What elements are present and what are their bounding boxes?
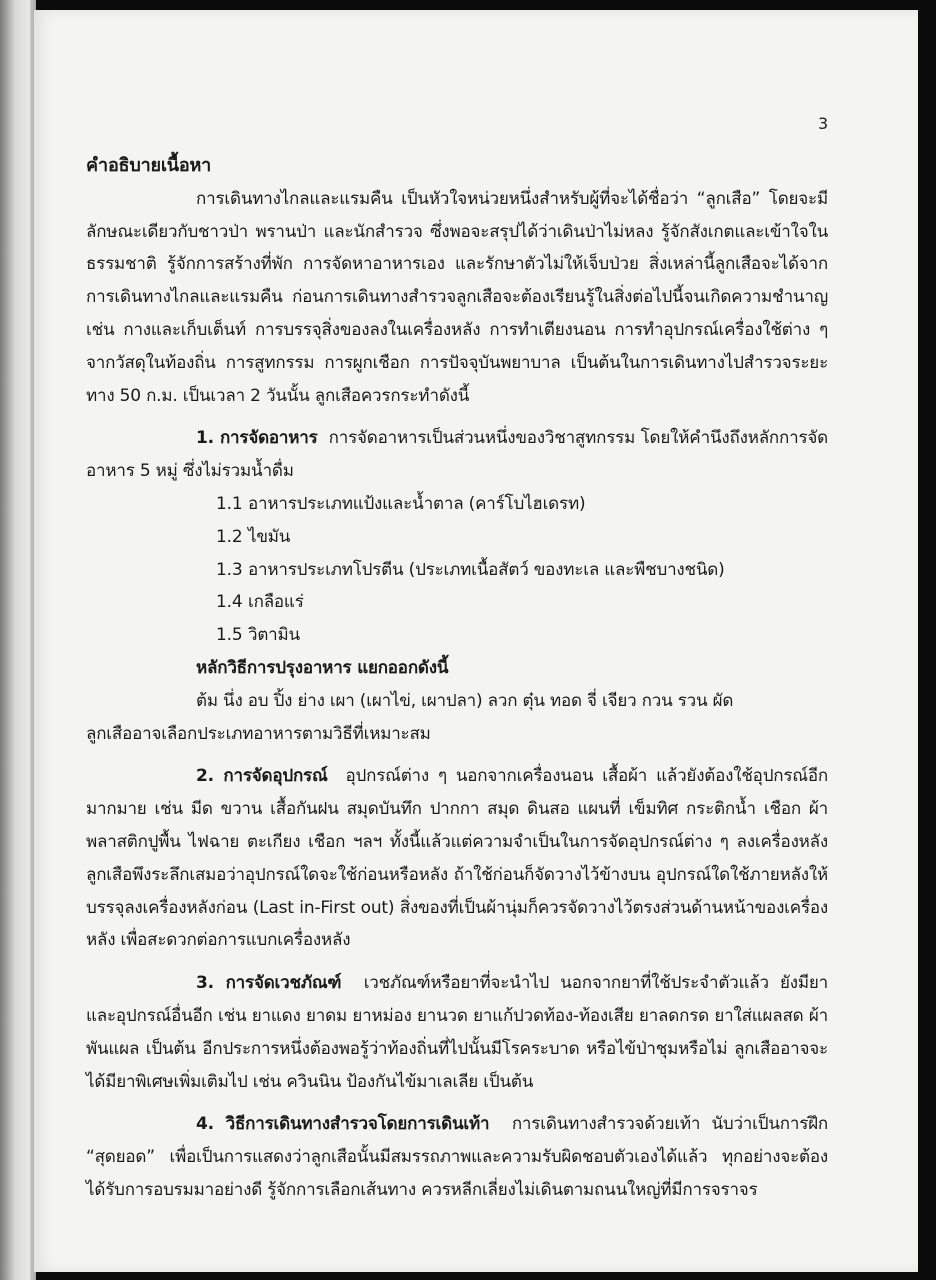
list-item [86, 586, 828, 619]
list-item-text: เกลือแร่ [248, 592, 304, 613]
section-1-title: 1. การจัดอาหาร [196, 428, 318, 449]
section-4-title: 4. วิธีการเดินทางสำรวจโดยการเดินเท้า [196, 1114, 490, 1135]
list-item [86, 488, 828, 521]
page-number: 3 [818, 114, 829, 133]
list-item [86, 521, 828, 554]
intro-paragraph: การเดินทางไกลและแรมคืน เป็นหัวใจหน่วยหนึ่งสำหรับผู้ที่จะได้ชื่อว่า “ลูกเสือ” โดยจะมีลักษณะเดียวกับชาวป่า พรานป่า และนักสำรวจ ซึ่งพอจะสรุปได้ว่าเดินป่าไม่หลง รู้จักสังเกตและเข้าใจในธรรมชาติ รู้จักการสร้างที่พัก การจัดหาอาหารเอง และรักษาตัวไม่ให้เจ็บป่วย สิ่งเหล่านี้ลูกเสือจะได้จากการเดินทางไกลและแรมคืน ก่อนการเดินทางสำรวจลูกเสือจะต้องเรียนรู้ในสิ่งต่อไปนี้จนเกิดความชำนาญ เช่น กางและเก็บเต็นท์ การบรรจุสิ่งของลงในเครื่องหลัง การทำเตียงนอน การทำอุปกรณ์เครื่องใช้ต่าง ๆ จากวัสดุในท้องถิ่น การสูทกรรม การผูกเชือก การปัจจุบันพยาบาล เป็นต้นในการเดินทางไปสำรวจระยะทาง 50 ก.ม. เป็นเวลา 2 วันนั้น ลูกเสือควรกระทำดังนี้ [86, 188, 828, 406]
section-4-paragraph [86, 1108, 828, 1206]
document-page [34, 10, 918, 1272]
section-3-title: 3. การจัดเวชภัณฑ์ [196, 973, 342, 994]
section-1-text: การจัดอาหารเป็นส่วนหนึ่งของวิชาสูทกรรม โดยให้คำนึงถึงหลักการจัดอาหาร 5 หมู่ ซึ่งไม่รวมน้ำดื่ม [86, 428, 828, 482]
section-2-paragraph [86, 760, 828, 957]
list-item-number: 1.4 [216, 592, 243, 613]
list-item-number: 1.3 [216, 559, 243, 580]
list-item [86, 619, 828, 652]
section-2-text: อุปกรณ์ต่าง ๆ นอกจากเครื่องนอน เสื้อผ้า แล้วยังต้องใช้อุปกรณ์อีกมากมาย เช่น มีด ขวาน เสื้อกันฝน สมุดบันทึก ปากกา สมุด ดินสอ แผนที่ เข็มทิศ กระติกน้ำ เชือก ผ้าพลาสติกปูพื้น ไฟฉาย ตะเกียง เชือก ฯลฯ ทั้งนี้แล้วแต่ความจำเป็นในการจัดอุปกรณ์ต่าง ๆ ลงเครื่องหลัง ลูกเสือพึงระลึกเสมอว่าอุปกรณ์ใดจะใช้ก่อนหรือหลัง ถ้าใช้ก่อนก็จัดวางไว้ข้างบน อุปกรณ์ใดใช้ภายหลังให้บรรจุลงเครื่องหลังก่อน (Last in-First out) สิ่งของที่เป็นผ้านุ่มก็ควรจัดวางไว้ตรงส่วนด้านหน้าของเครื่องหลัง เพื่อสะดวกต่อการแบกเครื่องหลัง [86, 766, 828, 951]
list-item-number: 1.1 [216, 493, 243, 514]
section-heading: คำอธิบายเนื้อหา [86, 155, 212, 176]
section-1-paragraph [86, 422, 828, 488]
section-4-text: การเดินทางสำรวจด้วยเท้า นับว่าเป็นการฝึก “สุดยอด” เพื่อเป็นการแสดงว่าลูกเสือนั้นมีสมรรถภาพและความรับผิดชอบตัวเองได้แล้ว ทุกอย่างจะต้องได้รับการอบรมมาอย่างดี รู้จักการเลือกเส้นทาง ควรหลีกเลี่ยงไม่เดินตามถนนใหญ่ที่มีการจราจร [86, 1114, 828, 1200]
list-item-text: อาหารประเภทโปรตีน (ประเภทเนื้อสัตว์ ของทะเล และพืชบางชนิด) [248, 559, 725, 580]
page-content [86, 150, 828, 1207]
section-3-text: เวชภัณฑ์หรือยาที่จะนำไป นอกจากยาที่ใช้ประจำตัวแล้ว ยังมียาและอุปกรณ์อื่นอีก เช่น ยาแดง ยาดม ยาหม่อง ยานวด ยาแก้ปวดท้อง-ท้องเสีย ยาลดกรด ยาใส่แผลสด ผ้าพันแผล เป็นต้น อีกประการหนึ่งต้องพอรู้ว่าท้องถิ่นที่ไปนั้นมีโรคระบาด หรือไข้ป่าชุมหรือไม่ ลูกเสืออาจจะได้มียาพิเศษเพิ่มเติมไป เช่น ควินนิน ป้องกันไข้มาเลเลีย เป็นต้น [86, 973, 828, 1092]
cooking-method-note: ลูกเสืออาจเลือกประเภทอาหารตามวิธีที่เหมาะสม [86, 723, 431, 744]
list-item [86, 554, 828, 587]
list-item-text: อาหารประเภทแป้งและน้ำตาล (คาร์โบไฮเดรท) [248, 493, 586, 514]
list-item-number: 1.5 [216, 625, 243, 646]
list-item-number: 1.2 [216, 526, 243, 547]
section-2-title: 2. การจัดอุปกรณ์ [196, 766, 328, 787]
cooking-method-list: ต้ม นึ่ง อบ ปิ้ง ย่าง เผา (เผาไข่, เผาปลา) ลวก ตุ๋น ทอด จี่ เจียว กวน รวน ผัด [196, 690, 734, 711]
section-3-paragraph [86, 967, 828, 1098]
list-item-text: วิตามิน [248, 625, 300, 646]
facing-page-edge [0, 0, 34, 1280]
list-item-text: ไขมัน [248, 526, 291, 547]
cooking-method-title: หลักวิธีการปรุงอาหาร แยกออกดังนี้ [196, 657, 449, 678]
